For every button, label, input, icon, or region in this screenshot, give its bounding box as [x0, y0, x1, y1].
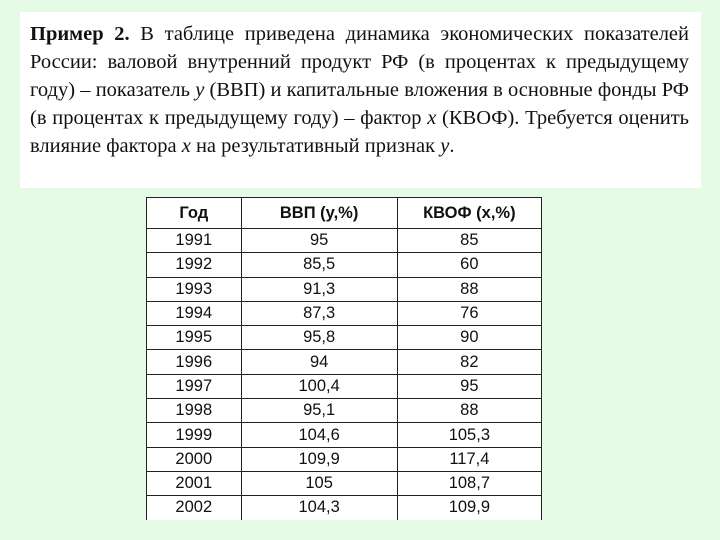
cell-kvof: 117,4 [397, 447, 541, 471]
table-row [147, 350, 542, 374]
table-row [147, 326, 542, 350]
cell-gdp: 91,3 [241, 277, 397, 301]
cell-kvof: 108,7 [397, 471, 541, 495]
problem-text-2: (ВВП) и капитальные вложения в основные фонды РФ (в процентах к предыдущему году) – фактор [30, 79, 689, 129]
problem-text-5: . [449, 135, 455, 157]
cell-year: 1991 [147, 229, 242, 253]
cell-gdp: 85,5 [241, 253, 397, 277]
table-row [147, 447, 542, 471]
data-table-panel [146, 197, 542, 520]
cell-gdp: 100,4 [241, 374, 397, 398]
cell-kvof: 105,3 [397, 423, 541, 447]
problem-text-3: (КВОФ). Требуется оценить влияние фактора [30, 107, 689, 157]
table-row [147, 496, 542, 520]
data-table [146, 197, 542, 520]
variable-x: x [427, 107, 437, 129]
table-row [147, 253, 542, 277]
problem-text-1: В таблице приведена динамика экономических показателей России: валовой внутренний продукт РФ (в процентах к предыдущему году) – показатель [30, 23, 689, 101]
header-gdp: ВВП (у,%) [241, 198, 397, 229]
cell-year: 1997 [147, 374, 242, 398]
cell-year: 1998 [147, 399, 242, 423]
cell-gdp: 95,1 [241, 399, 397, 423]
cell-kvof: 82 [397, 350, 541, 374]
cell-kvof: 90 [397, 326, 541, 350]
variable-x-2: x [181, 135, 191, 157]
problem-text-4: на результативный признак [190, 135, 441, 157]
cell-kvof: 88 [397, 399, 541, 423]
cell-kvof: 60 [397, 253, 541, 277]
cell-year: 1994 [147, 301, 242, 325]
cell-year: 1995 [147, 326, 242, 350]
cell-kvof: 85 [397, 229, 541, 253]
table-row [147, 471, 542, 495]
cell-gdp: 94 [241, 350, 397, 374]
table-row [147, 423, 542, 447]
header-kvof: КВОФ (х,%) [397, 198, 541, 229]
cell-kvof: 88 [397, 277, 541, 301]
cell-gdp: 95,8 [241, 326, 397, 350]
table-row [147, 301, 542, 325]
cell-gdp: 105 [241, 471, 397, 495]
cell-year: 1999 [147, 423, 242, 447]
header-year: Год [147, 198, 242, 229]
problem-statement [20, 12, 701, 188]
cell-kvof: 76 [397, 301, 541, 325]
table-row [147, 399, 542, 423]
cell-gdp: 87,3 [241, 301, 397, 325]
table-row [147, 374, 542, 398]
problem-title: Пример 2. [30, 23, 130, 45]
cell-gdp: 104,3 [241, 496, 397, 520]
cell-year: 2001 [147, 471, 242, 495]
table-body [147, 229, 542, 521]
cell-gdp: 104,6 [241, 423, 397, 447]
table-header-row [147, 198, 542, 229]
table-row [147, 277, 542, 301]
variable-y-2: y [440, 135, 450, 157]
cell-year: 2000 [147, 447, 242, 471]
cell-year: 2002 [147, 496, 242, 520]
cell-year: 1996 [147, 350, 242, 374]
table-row [147, 229, 542, 253]
cell-kvof: 109,9 [397, 496, 541, 520]
cell-gdp: 109,9 [241, 447, 397, 471]
variable-y: y [195, 79, 205, 101]
cell-year: 1992 [147, 253, 242, 277]
cell-year: 1993 [147, 277, 242, 301]
cell-gdp: 95 [241, 229, 397, 253]
cell-kvof: 95 [397, 374, 541, 398]
